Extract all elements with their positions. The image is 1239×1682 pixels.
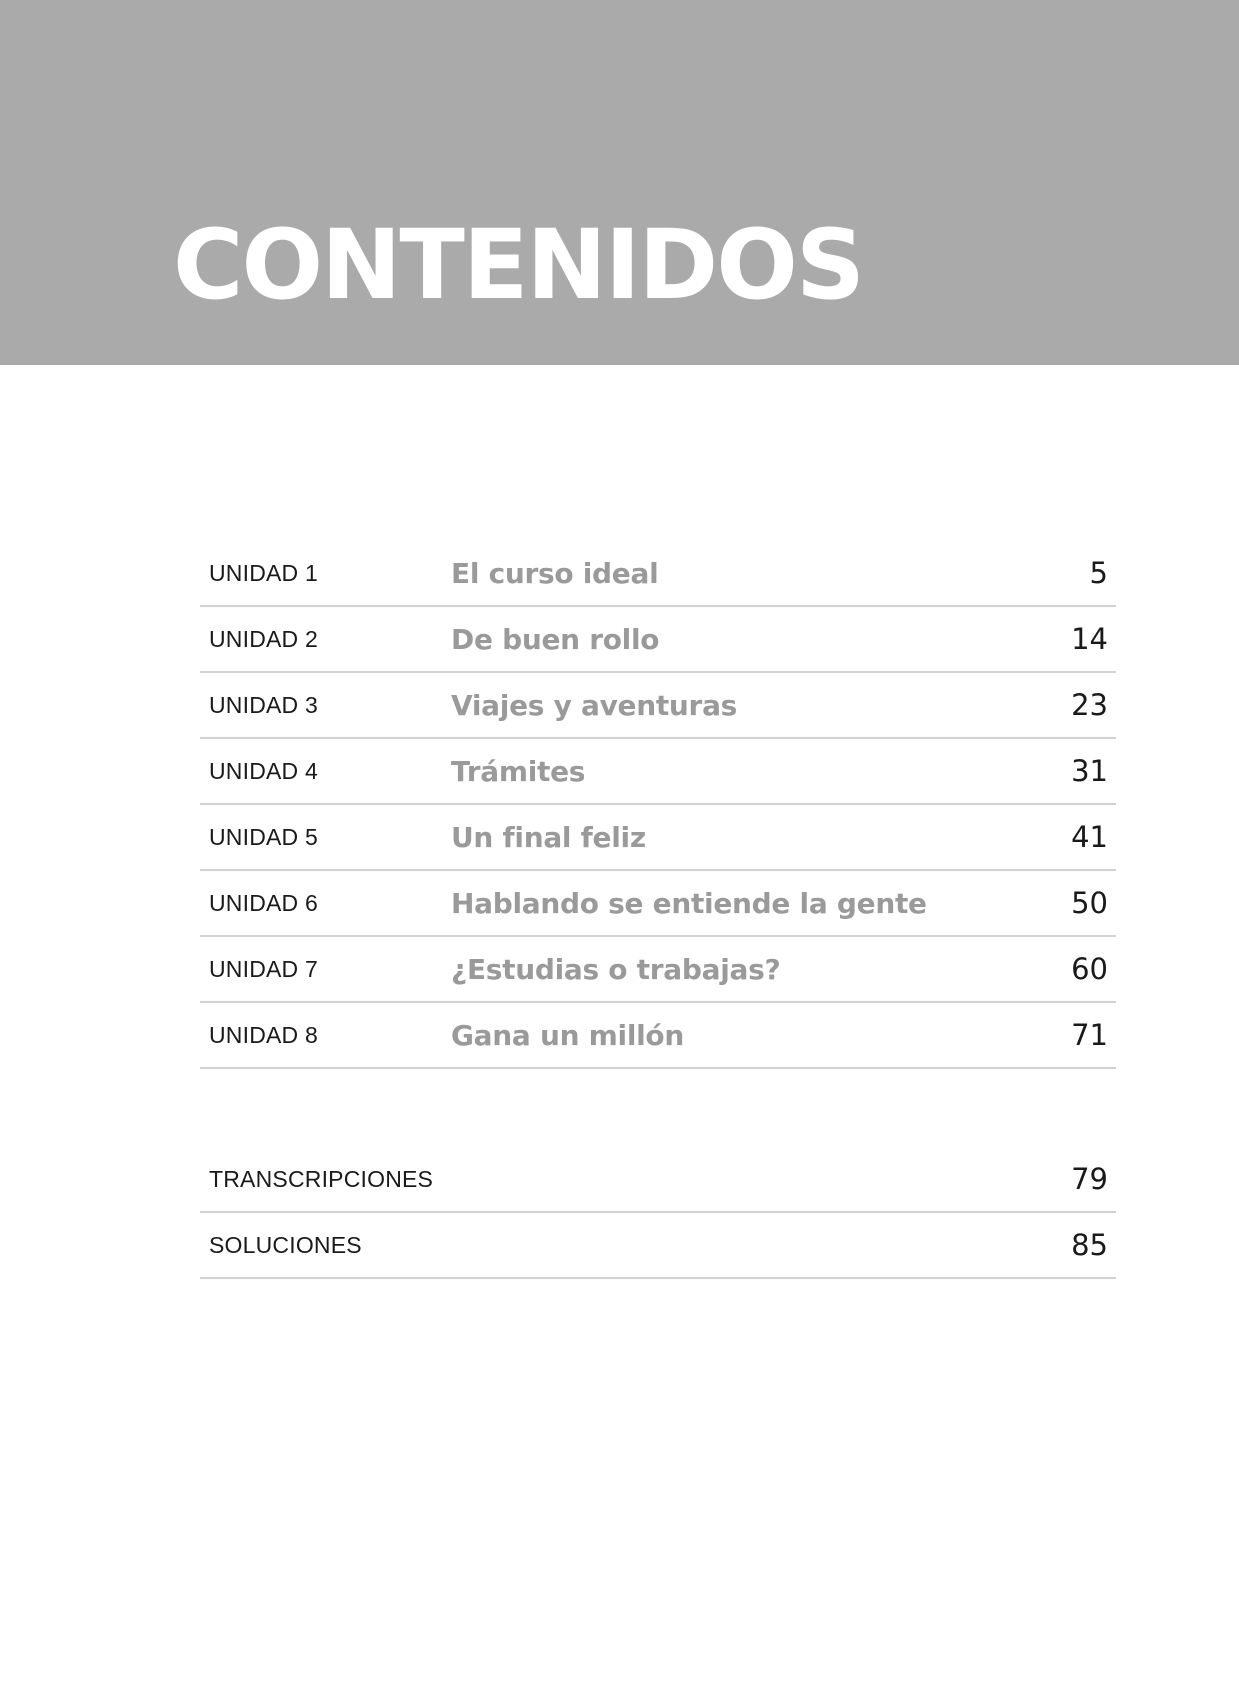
- unit-label: UNIDAD 3: [209, 691, 318, 718]
- page-number: 50: [1071, 886, 1108, 920]
- page-number: 31: [1071, 754, 1108, 788]
- unit-title: Trámites: [451, 754, 586, 788]
- unit-title: Un final feliz: [451, 820, 646, 854]
- toc-row-unit-3[interactable]: [200, 673, 1116, 739]
- toc-row-soluciones[interactable]: [200, 1213, 1116, 1279]
- unit-label: UNIDAD 2: [209, 625, 318, 652]
- toc-row-unit-2[interactable]: [200, 607, 1116, 673]
- toc-row-unit-8[interactable]: [200, 1003, 1116, 1069]
- table-of-contents-extras: [200, 1147, 1116, 1279]
- page-number: 41: [1071, 820, 1108, 854]
- unit-label: UNIDAD 7: [209, 955, 318, 982]
- page-number: 79: [1071, 1162, 1108, 1196]
- unit-title: ¿Estudias o trabajas?: [451, 952, 781, 986]
- table-of-contents-units: [200, 541, 1116, 1069]
- toc-row-unit-7[interactable]: [200, 937, 1116, 1003]
- page-number: 85: [1071, 1228, 1108, 1262]
- page-number: 14: [1071, 622, 1108, 656]
- unit-label: UNIDAD 6: [209, 889, 318, 916]
- unit-label: UNIDAD 5: [209, 823, 318, 850]
- toc-row-unit-6[interactable]: [200, 871, 1116, 937]
- page-title: CONTENIDOS: [173, 209, 863, 321]
- toc-row-unit-5[interactable]: [200, 805, 1116, 871]
- unit-label: UNIDAD 4: [209, 757, 318, 784]
- page-number: 71: [1071, 1018, 1108, 1052]
- unit-title: Gana un millón: [451, 1018, 685, 1052]
- extra-label: SOLUCIONES: [209, 1231, 362, 1258]
- header-band: [0, 0, 1239, 365]
- toc-row-unit-1[interactable]: [200, 541, 1116, 607]
- unit-title: Hablando se entiende la gente: [451, 886, 927, 920]
- extra-label: TRANSCRIPCIONES: [209, 1165, 434, 1192]
- unit-label: UNIDAD 8: [209, 1021, 318, 1048]
- toc-row-unit-4[interactable]: [200, 739, 1116, 805]
- unit-title: El curso ideal: [451, 556, 659, 590]
- unit-title: De buen rollo: [451, 622, 660, 656]
- toc-row-transcripciones[interactable]: [200, 1147, 1116, 1213]
- unit-title: Viajes y aventuras: [451, 688, 738, 722]
- page-number: 5: [1089, 556, 1108, 590]
- page-number: 60: [1071, 952, 1108, 986]
- page-number: 23: [1071, 688, 1108, 722]
- unit-label: UNIDAD 1: [209, 559, 318, 586]
